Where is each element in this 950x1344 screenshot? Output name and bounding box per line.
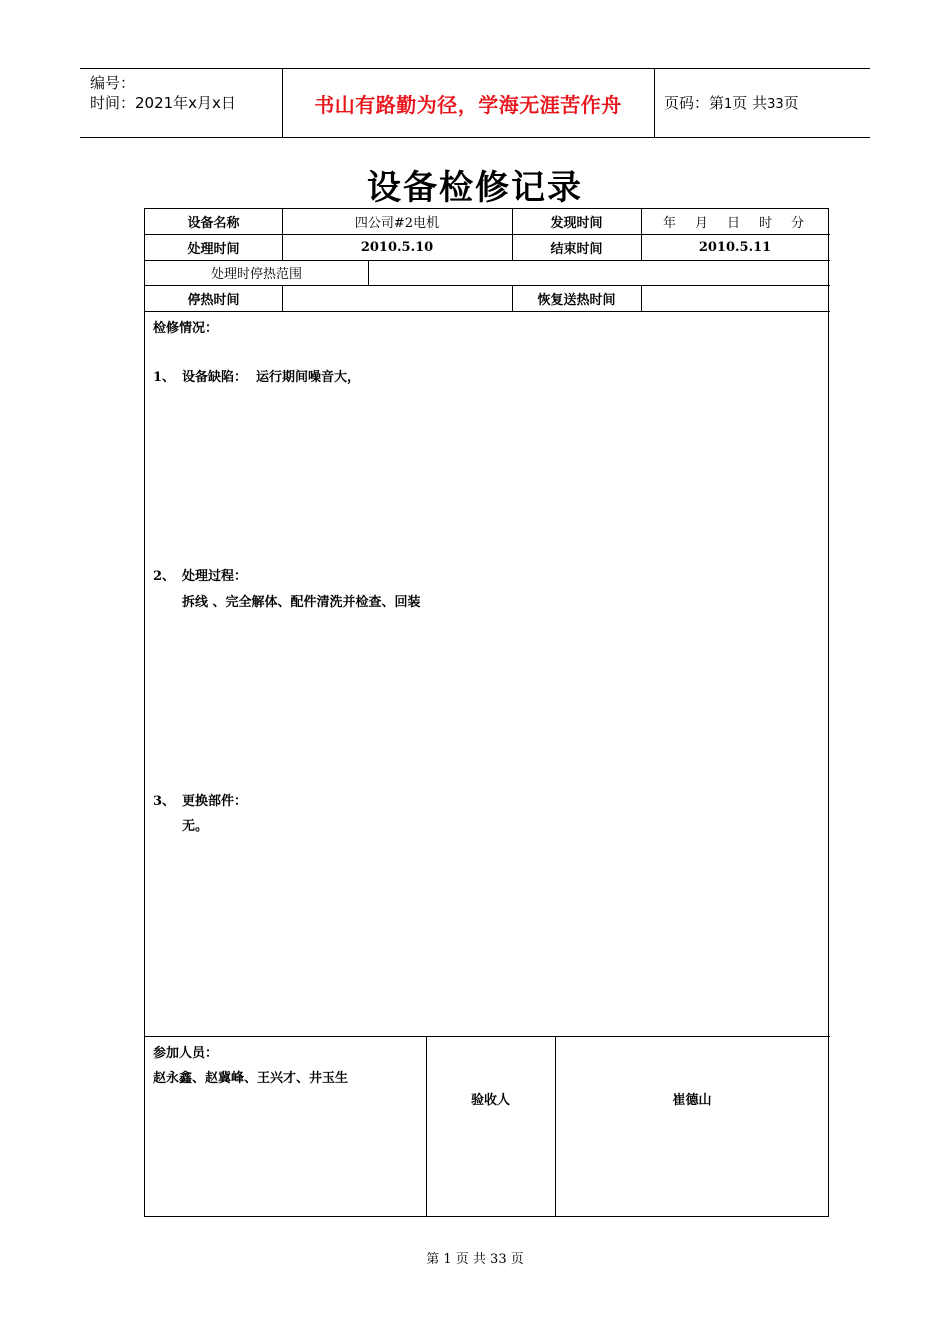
parts-detail: 无。 (182, 819, 209, 834)
handle-time-value: 2010.5.10 (360, 239, 434, 255)
participants-label: 参加人员： (153, 1046, 219, 1061)
motto: 书山有路勤为径，学海无涯苦作舟 (314, 92, 622, 117)
repair-situation-label: 检修情况： (153, 321, 219, 336)
page-indicator (664, 93, 799, 115)
item-number: 3、 (153, 794, 176, 809)
page-number: 1 (724, 97, 733, 112)
page-total: 33 (767, 97, 784, 112)
row-divider (145, 311, 830, 312)
acceptor-value: 崔德山 (672, 1092, 712, 1108)
acceptor-label: 验收人 (470, 1092, 510, 1108)
document-header (80, 68, 870, 138)
date-line: 时间：2021年x月x日 (90, 94, 236, 112)
device-name-value: 四公司#2电机 (354, 216, 440, 231)
page-mid: 页 共 (732, 94, 768, 112)
row-divider (145, 1036, 830, 1037)
end-time-value: 2010.5.11 (698, 239, 772, 255)
defect-description: 设备缺陷： 运行期间噪音大， (182, 370, 361, 385)
header-meta (90, 73, 236, 113)
stop-heat-time-value (282, 285, 512, 311)
repair-record-form (144, 208, 829, 1217)
header-divider (654, 69, 655, 137)
found-time-value: 年 月 日 时 分 (662, 216, 807, 231)
device-name-label: 设备名称 (187, 216, 240, 231)
item-number: 2、 (153, 569, 176, 584)
resume-heat-time-label: 恢复送热时间 (537, 292, 616, 308)
found-time-label: 发现时间 (550, 216, 603, 231)
page-title: 设备检修记录 (367, 168, 583, 208)
col-divider (555, 1036, 556, 1217)
stop-heat-range-label: 处理时停热范围 (210, 267, 302, 282)
process-label: 处理过程： (182, 569, 248, 584)
page-footer: 第 1 页 共 33 页 (426, 1252, 524, 1267)
col-divider (426, 1036, 427, 1217)
item-number: 1、 (153, 370, 176, 385)
participants-value: 赵永鑫、赵冀峰、王兴才、井玉生 (153, 1071, 349, 1086)
process-detail: 拆线 、完全解体、配件清洗并检查、回装 (182, 595, 421, 610)
page-suffix: 页 (783, 94, 799, 112)
parts-label: 更换部件： (182, 794, 248, 809)
serial-label: 编号： (90, 74, 136, 92)
end-time-label: 结束时间 (550, 241, 603, 257)
page-prefix: 页码：第 (664, 94, 725, 112)
stop-heat-range-value (368, 260, 829, 285)
resume-heat-time-value (641, 285, 829, 311)
stop-heat-time-label: 停热时间 (187, 292, 240, 308)
handle-time-label: 处理时间 (187, 241, 240, 257)
